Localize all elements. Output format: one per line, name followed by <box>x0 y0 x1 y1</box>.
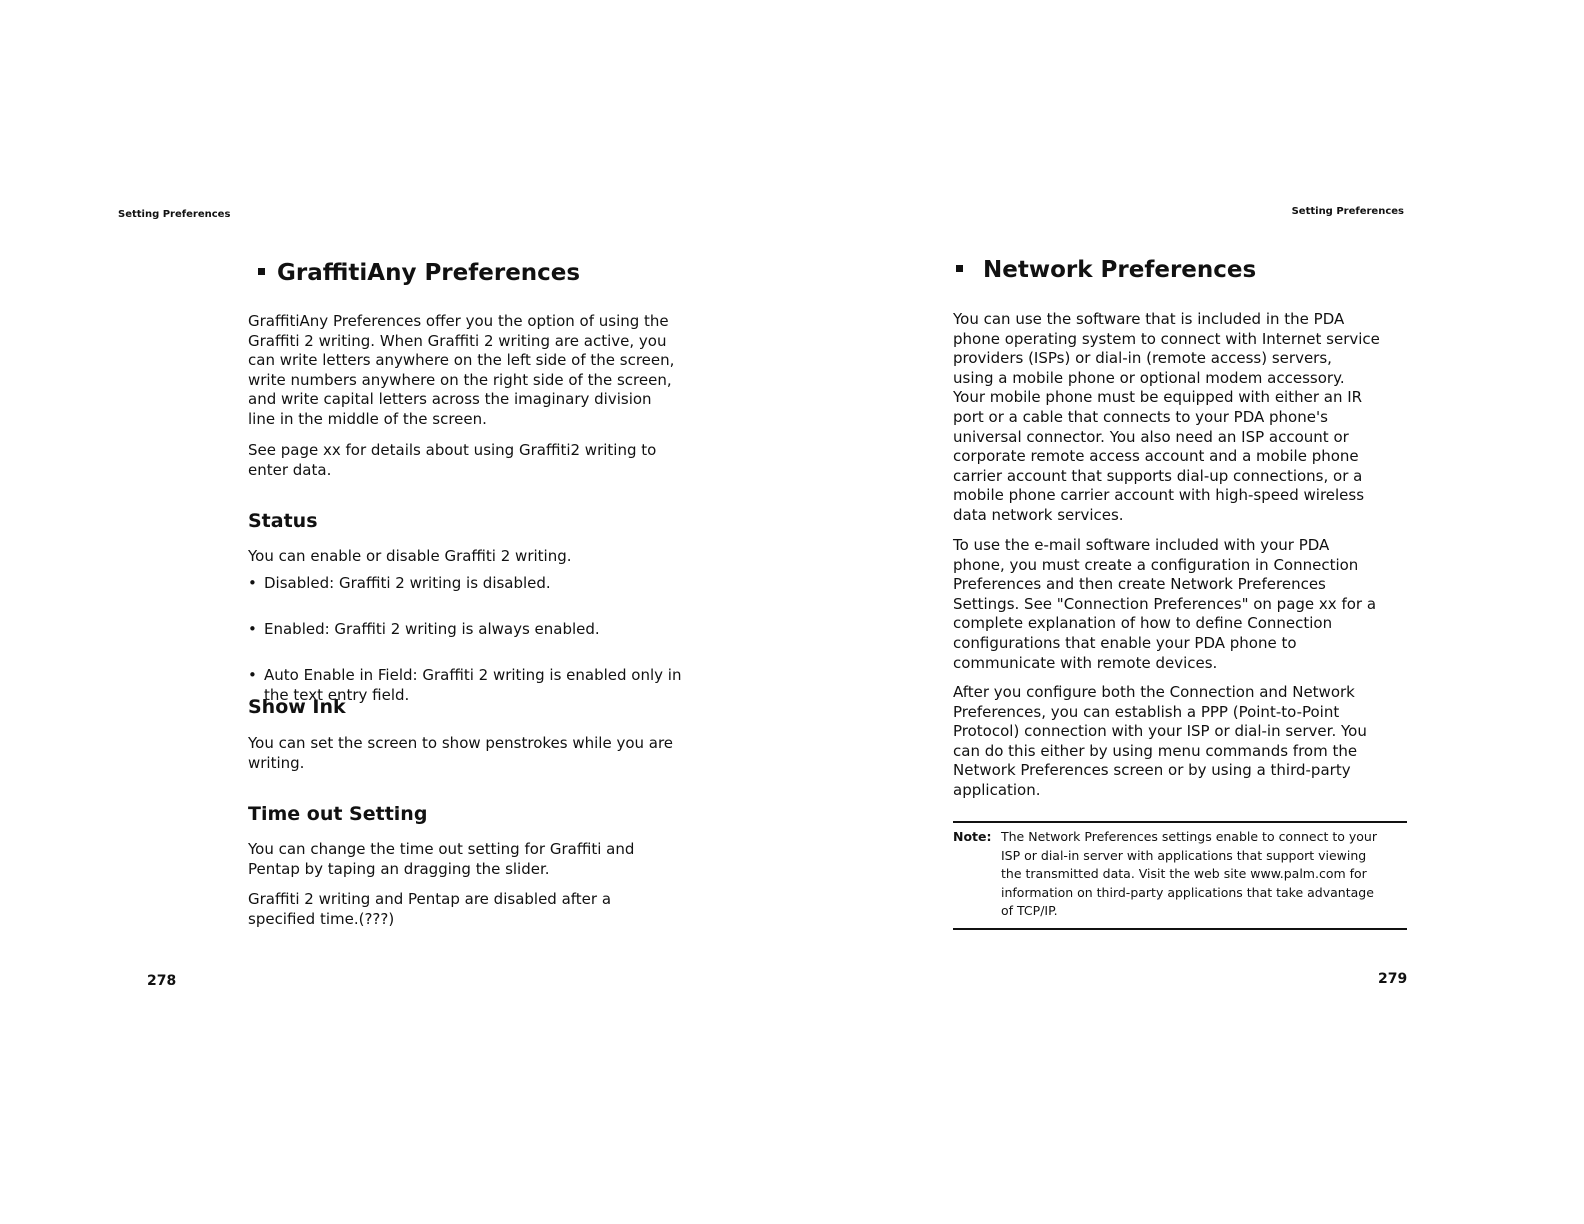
text-line: • Auto Enable in Field: Graffiti 2 writing is enabled only in <box>264 666 682 685</box>
network-paragraph-3 <box>953 683 1367 801</box>
text-line: line in the middle of the screen. <box>248 409 487 428</box>
text-line: complete explanation of how to define Connection <box>953 614 1333 633</box>
text-line: write numbers anywhere on the right side of the screen, <box>248 370 672 389</box>
timeout-text-2 <box>248 890 611 929</box>
text-line: Preferences and then create Network Preferences <box>953 575 1326 594</box>
text-line: specified time.(???) <box>248 909 395 928</box>
see-page-paragraph <box>248 441 656 480</box>
status-bullet-auto <box>248 666 1584 705</box>
text-line: phone operating system to connect with Internet service <box>953 329 1380 348</box>
heading-bullet-icon <box>956 265 963 272</box>
text-line: You can enable or disable Graffiti 2 writing. <box>248 547 572 565</box>
text-line: Pentap by taping an dragging the slider. <box>248 859 550 878</box>
text-line: ISP or dial-in server with applications that support viewing <box>1001 847 1367 863</box>
text-line: Network Preferences screen or by using a third-party <box>953 761 1351 780</box>
heading-bullet-icon <box>258 268 265 275</box>
text-line: enter data. <box>248 460 332 479</box>
text-line: providers (ISPs) or dial-in (remote access) servers, <box>953 349 1332 368</box>
network-paragraph-1 <box>953 310 1380 526</box>
note-text <box>1001 828 1377 921</box>
text-line: can do this either by using menu commands from the <box>953 741 1358 760</box>
text-line: writing. <box>248 753 305 772</box>
text-line: The Network Preferences settings enable to connect to your <box>1001 829 1377 844</box>
text-line: corporate remote access account and a mobile phone <box>953 447 1359 466</box>
note-top-rule <box>953 821 1407 823</box>
running-head-left: Setting Preferences <box>118 209 231 220</box>
status-heading: Status <box>248 510 318 532</box>
text-line: using a mobile phone or optional modem accessory. <box>953 368 1345 387</box>
timeout-text-1 <box>248 840 634 879</box>
text-line: Settings. See "Connection Preferences" on page xx for a <box>953 594 1377 613</box>
text-line: information on third-party applications that take advantage <box>1001 884 1374 900</box>
text-line: the text entry field. <box>264 685 410 704</box>
status-bullet-disabled <box>248 574 1584 594</box>
text-line: • Enabled: Graffiti 2 writing is always enabled. <box>264 619 600 638</box>
text-line: After you configure both the Connection and Network <box>953 683 1355 701</box>
text-line: communicate with remote devices. <box>953 653 1218 672</box>
page-number-right: 279 <box>1378 971 1408 987</box>
text-line: Graffiti 2 writing and Pentap are disabled after a <box>248 890 612 908</box>
page-title-right: Network Preferences <box>983 257 1257 283</box>
text-line: port or a cable that connects to your PDA phone's <box>953 407 1328 426</box>
timeout-heading: Time out Setting <box>248 803 428 825</box>
page-title-left: GraffitiAny Preferences <box>277 260 581 286</box>
network-paragraph-2 <box>953 536 1376 673</box>
text-line: phone, you must create a configuration in Connection <box>953 555 1359 574</box>
text-line: Graffiti 2 writing. When Graffiti 2 writing are active, you <box>248 331 667 350</box>
text-line: mobile phone carrier account with high-speed wireless <box>953 486 1365 505</box>
text-line: the transmitted data. Visit the web site www.palm.com for <box>1001 866 1367 882</box>
text-line: Preferences, you can establish a PPP (Point-to-Point <box>953 702 1340 721</box>
text-line: carrier account that supports dial-up connections, or a <box>953 466 1363 485</box>
text-line: To use the e-mail software included with your PDA <box>953 536 1330 554</box>
show-ink-text <box>248 734 673 773</box>
page-number-left: 278 <box>147 973 177 989</box>
text-line: of TCP/IP. <box>1001 903 1058 919</box>
text-line: You can change the time out setting for Graffiti and <box>248 840 635 858</box>
show-ink-heading: Show Ink <box>248 696 346 718</box>
text-line: GraffitiAny Preferences offer you the option of using the <box>248 312 669 330</box>
text-line: data network services. <box>953 505 1124 524</box>
status-text <box>248 547 572 567</box>
text-line: Your mobile phone must be equipped with either an IR <box>953 388 1363 407</box>
intro-paragraph <box>248 312 674 430</box>
text-line: See page xx for details about using Graffiti2 writing to <box>248 441 657 459</box>
running-head-right: Setting Preferences <box>1291 206 1404 217</box>
status-bullet-enabled <box>248 620 1584 640</box>
text-line: You can use the software that is included in the PDA <box>953 310 1345 328</box>
text-line: configurations that enable your PDA phone to <box>953 633 1297 652</box>
text-line: can write letters anywhere on the left side of the screen, <box>248 351 675 370</box>
text-line: and write capital letters across the imaginary division <box>248 390 652 409</box>
text-line: application. <box>953 780 1041 799</box>
note-label: Note: <box>953 829 992 844</box>
text-line: • Disabled: Graffiti 2 writing is disabled. <box>264 574 551 592</box>
note-bottom-rule <box>953 928 1407 930</box>
text-line: You can set the screen to show penstrokes while you are <box>248 734 674 752</box>
text-line: Protocol) connection with your ISP or dial-in server. You <box>953 722 1367 741</box>
text-line: universal connector. You also need an ISP account or <box>953 427 1349 446</box>
